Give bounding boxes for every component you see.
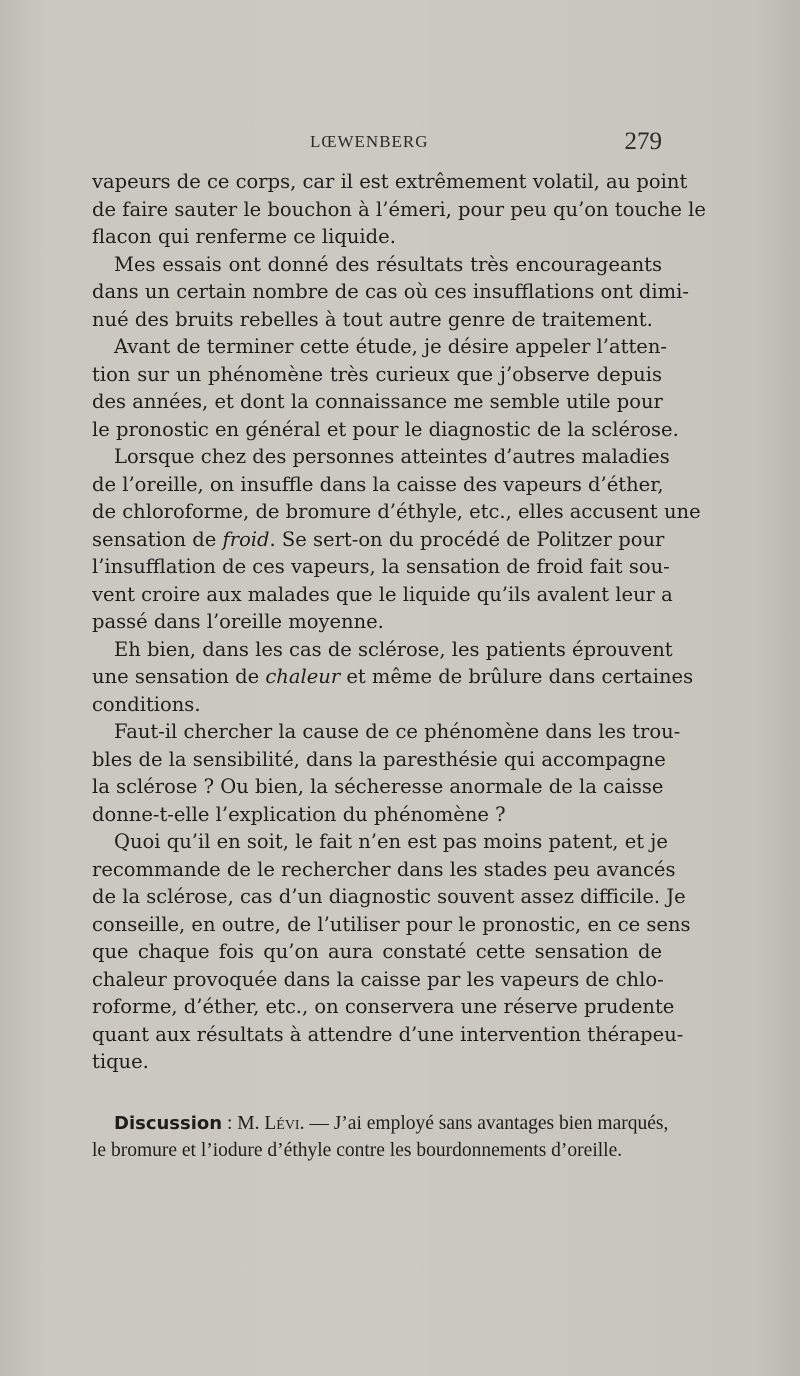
text-line: donne-t-elle l’explication du phénomène ? bbox=[92, 802, 506, 826]
text-line: une sensation de chaleur et même de brûlure dans certaines bbox=[92, 665, 694, 688]
text-line: conditions. bbox=[92, 692, 201, 716]
text-line: conseille, en outre, de l’utiliser pour le pronostic, en ce sens bbox=[92, 912, 691, 936]
text-line: roforme, d’éther, etc., on conservera une réserve prudente bbox=[92, 995, 675, 1018]
text-line: chaleur provoquée dans la caisse par les vapeurs de chlo- bbox=[92, 967, 664, 991]
text-line: dans un certain nombre de cas où ces insufflations ont dimi- bbox=[92, 280, 689, 303]
text-line: nué des bruits rebelles à tout autre genre de traitement. bbox=[92, 307, 653, 331]
text-line: vapeurs de ce corps, car il est extrêmement volatil, au point bbox=[92, 170, 688, 193]
running-head: LŒWENBERG bbox=[310, 132, 429, 151]
discussion-separator: : bbox=[222, 1113, 238, 1134]
emphasized-word: chaleur bbox=[265, 665, 341, 688]
text-line: sensation de froid. Se sert-on du procédé de Politzer pour bbox=[92, 527, 665, 551]
text-line: Mes essais ont donné des résultats très encourageants bbox=[114, 252, 662, 276]
body-text bbox=[92, 168, 706, 1076]
text-line: l’insufflation de ces vapeurs, la sensation de froid fait sou- bbox=[92, 555, 670, 578]
text-line: que chaque fois qu’on aura constaté cette sensation de bbox=[92, 940, 662, 963]
text-line: recommande de le rechercher dans les stades peu avancés bbox=[92, 857, 676, 881]
text-line: le pronostic en général et pour le diagnostic de la sclérose. bbox=[92, 417, 679, 441]
text-line: de chloroforme, de bromure d’éthyle, etc., elles accusent une bbox=[92, 500, 701, 523]
text-line: Avant de terminer cette étude, je désire appeler l’atten- bbox=[114, 335, 667, 358]
text-line: flacon qui renferme ce liquide. bbox=[92, 225, 396, 248]
page-number: 279 bbox=[624, 128, 662, 155]
text-line: de faire sauter le bouchon à l’émeri, pour peu qu’on touche le bbox=[92, 197, 706, 221]
text-line: Faut-il chercher la cause de ce phénomène dans les trou- bbox=[114, 720, 681, 743]
text-line: Quoi qu’il en soit, le fait n’en est pas moins patent, et je bbox=[114, 830, 668, 853]
discussion-line-1 bbox=[92, 1110, 669, 1137]
discussion-line-2: le bromure et l’iodure d’éthyle contre les bourdonnements d’oreille. bbox=[92, 1140, 623, 1161]
text-line: passé dans l’oreille moyenne. bbox=[92, 610, 384, 633]
text-line: tion sur un phénomène très curieux que j’observe depuis bbox=[92, 362, 662, 386]
text-line: vent croire aux malades que le liquide qu’ils avalent leur a bbox=[92, 582, 673, 606]
emphasized-word: froid bbox=[222, 527, 270, 551]
text-line: de la sclérose, cas d’un diagnostic souvent assez difficile. Je bbox=[92, 885, 686, 908]
discussion-paragraph bbox=[92, 1110, 669, 1164]
page-header bbox=[92, 128, 662, 156]
text-line: bles de la sensibilité, dans la paresthésie qui accompagne bbox=[92, 747, 666, 771]
discussion-speaker: M. Lévi. bbox=[237, 1113, 305, 1134]
text-line: la sclérose ? Ou bien, la sécheresse anormale de la caisse bbox=[92, 775, 664, 798]
text-line: Lorsque chez des personnes atteintes d’autres maladies bbox=[114, 445, 670, 468]
text-line: des années, et dont la connaissance me semble utile pour bbox=[92, 390, 663, 413]
discussion-text: — J’ai employé sans avantages bien marqués, bbox=[304, 1113, 669, 1134]
text-line: de l’oreille, on insuffle dans la caisse des vapeurs d’éther, bbox=[92, 472, 664, 496]
discussion-label: Discussion bbox=[114, 1113, 223, 1134]
text-line: tique. bbox=[92, 1050, 149, 1073]
text-line: quant aux résultats à attendre d’une intervention thérapeu- bbox=[92, 1022, 684, 1046]
text-line: Eh bien, dans les cas de sclérose, les patients éprouvent bbox=[114, 637, 673, 661]
